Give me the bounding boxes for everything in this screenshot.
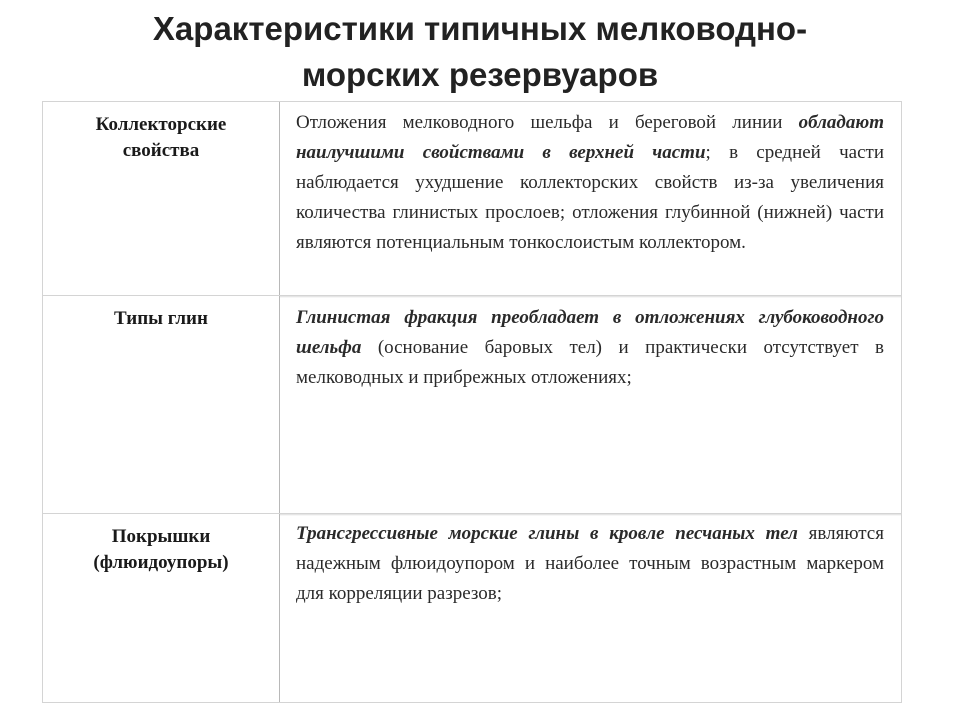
characteristics-table xyxy=(42,101,902,703)
table-row xyxy=(43,295,901,513)
table-row xyxy=(43,102,901,295)
row-label-clay-types: Типы глин xyxy=(114,308,208,329)
table-row xyxy=(43,513,901,702)
row-label-reservoir-properties: Коллекторские свойства xyxy=(95,114,227,161)
row-description-clay-types: Глинистая фракция преобладает в отложениях глубоководного шельфа (основание баровых тел) и практически отсутствует в мелководных и прибрежных отложениях; xyxy=(296,307,884,388)
row-description-seals: Трансгрессивные морские глины в кровле песчаных тел являются надежным флюидоупором и наиболее точным возрастным маркером для корреляции разрезов; xyxy=(296,523,884,604)
row-label-seals: Покрышки (флюидоупоры) xyxy=(93,526,229,573)
row-description-reservoir-properties: Отложения мелководного шельфа и береговой линии обладают наилучшими свойствами в верхней части; в средней части наблюдается ухудшение коллекторских свойств из-за увеличения количества глинистых прослоев; отложения глубинной (нижней) части являются потенциальным тонкослоистым коллектором. xyxy=(296,112,884,253)
slide-title-line-1: Характеристики типичных мелководно- xyxy=(152,10,808,47)
slide-title-line-2: морских резервуаров xyxy=(301,56,659,93)
slide-title xyxy=(0,6,960,98)
